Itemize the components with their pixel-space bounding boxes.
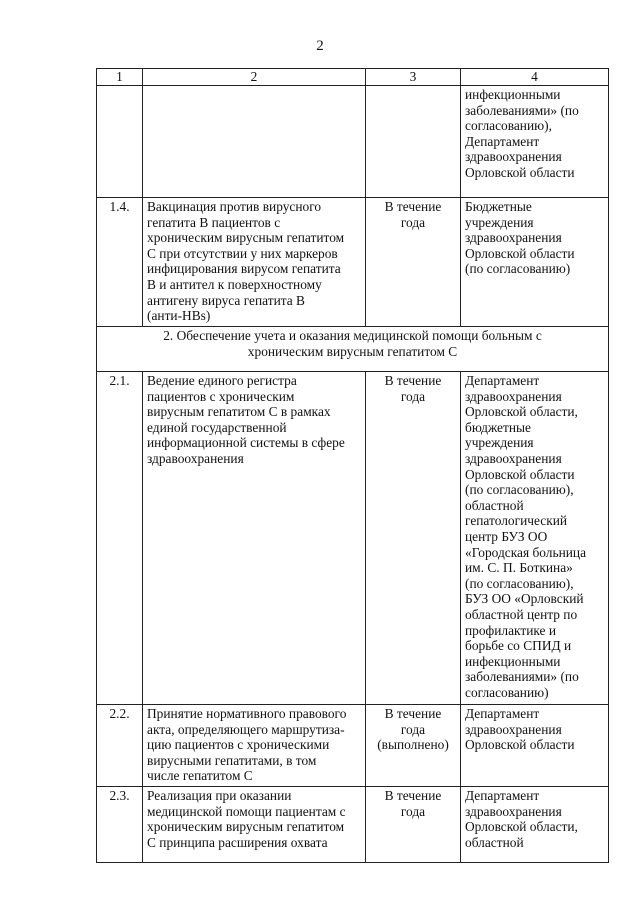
row-term: В течение года (выполнено) [366,705,461,787]
row-action: Принятие нормативного правового акта, определяющего маршрутиза- цию пациентов с хроническими вирусными гепатитами, в том числе гепатитом С [143,705,366,787]
row-executor: Департамент здравоохранения Орловской области [461,705,609,787]
table-row [97,787,609,863]
measures-table [96,68,609,863]
page-number: 2 [316,38,324,54]
row-term: В течение года [366,372,461,705]
column-header: 3 [366,69,461,86]
row-number: 2.2. [97,705,143,787]
row-executor: Департамент здравоохранения Орловской области, областной [461,787,609,863]
row-term: В течение года [366,198,461,327]
table-row [97,372,609,705]
column-header: 2 [143,69,366,86]
column-header: 1 [97,69,143,86]
row-executor: инфекционными заболеваниями» (по согласованию), Департамент здравоохранения Орловской области [461,86,609,198]
row-number: 1.4. [97,198,143,327]
table-row [97,705,609,787]
row-number: 2.1. [97,372,143,705]
row-action [143,86,366,198]
section-row [97,327,609,372]
row-term: В течение года [366,787,461,863]
row-action: Реализация при оказании медицинской помощи пациентам с хроническим вирусным гепатитом С принципа расширения охвата [143,787,366,863]
row-executor: Департамент здравоохранения Орловской области, бюджетные учреждения здравоохранения Орловской области (по согласованию), областной гепатологический центр БУЗ ОО «Городская больница им. С. П. Боткина» (по согласованию), БУЗ ОО «Орловский областной центр по профилактике и борьбе со СПИД и инфекционными заболеваниями» (по согласованию) [461,372,609,705]
row-term [366,86,461,198]
column-header: 4 [461,69,609,86]
row-executor: Бюджетные учреждения здравоохранения Орловской области (по согласованию) [461,198,609,327]
table-header-row [97,69,609,86]
row-action: Ведение единого регистра пациентов с хроническим вирусным гепатитом С в рамках единой государственной информационной системы в сфере здравоохранения [143,372,366,705]
row-number: 2.3. [97,787,143,863]
section-title: 2. Обеспечение учета и оказания медицинской помощи больным с хроническим вирусным гепатитом С [97,327,609,372]
table-row [97,198,609,327]
row-number [97,86,143,198]
row-action: Вакцинация против вирусного гепатита В пациентов с хроническим вирусным гепатитом С при отсутствии у них маркеров инфицирования вирусом гепатита В и антител к поверхностному антигену вируса гепатита В (анти-НВs) [143,198,366,327]
table-row [97,86,609,198]
